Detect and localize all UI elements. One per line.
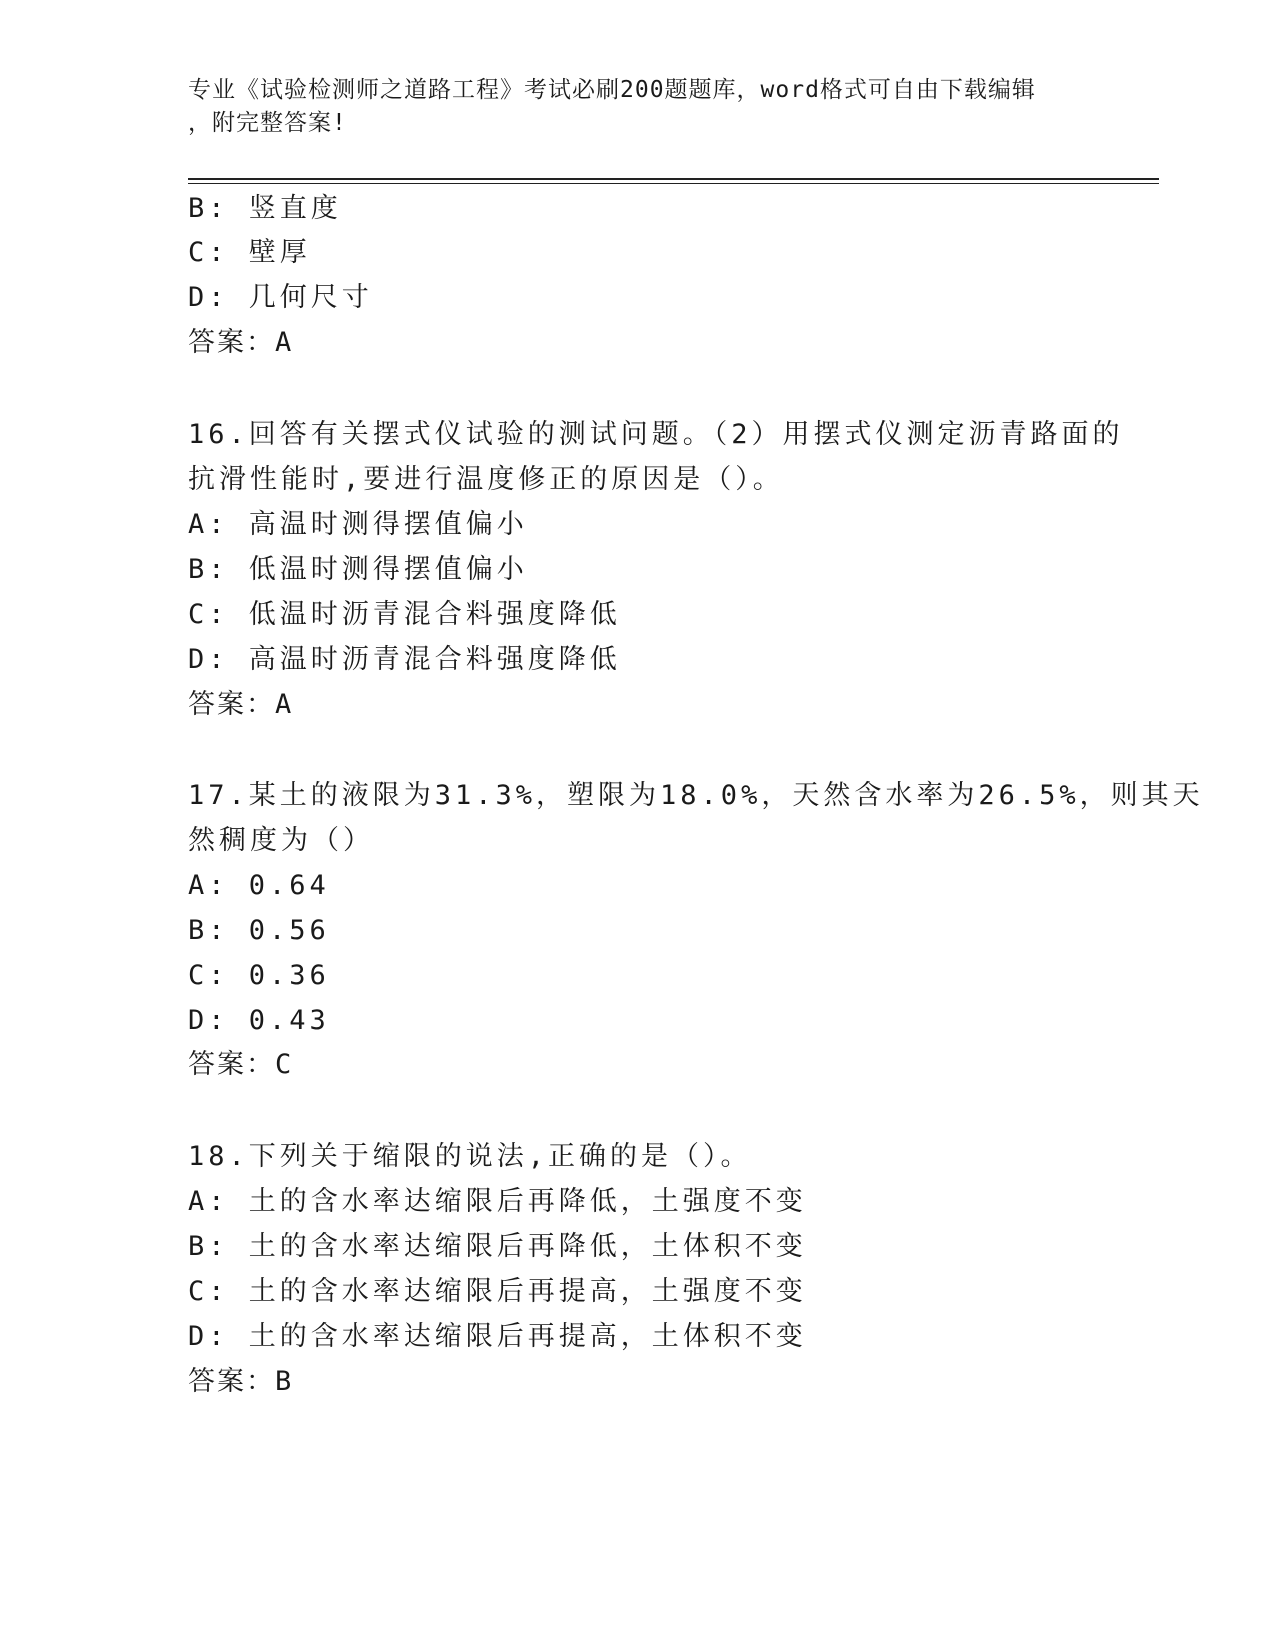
header-divider-thin [188,183,1159,184]
q18-option-c [188,1274,807,1310]
option-text: 低温时测得摆值偏小 [248,554,528,585]
option-label: D: [188,282,229,313]
option-label: C: [188,960,229,991]
q16-option-a [188,507,528,543]
option-text: 0.56 [248,915,330,946]
option-text: 高温时测得摆值偏小 [248,509,528,540]
q16-stem-line-1: 16.回答有关摆式仪试验的测试问题。（2）用摆式仪测定沥青路面的 [188,419,1124,450]
option-text: 0.64 [248,870,330,901]
option-text: 几何尺寸 [248,282,373,313]
q17-option-a [188,868,330,904]
option-text: 土的含水率达缩限后再降低，土体积不变 [248,1231,807,1262]
q17-option-d [188,1003,330,1039]
header-divider [188,178,1159,180]
option-label: B: [188,1231,229,1262]
option-label: D: [188,1321,229,1352]
prev-option-c [188,235,311,271]
option-label: C: [188,599,229,630]
q16-option-b [188,552,528,588]
q16-option-c [188,597,621,633]
option-text: 高温时沥青混合料强度降低 [248,644,621,675]
option-label: B: [188,193,229,224]
q17-answer: 答案：C [188,1049,294,1080]
option-label: A: [188,509,229,540]
document-header [188,74,1088,140]
q16-option-d [188,642,621,678]
q18-option-d [188,1319,807,1355]
option-text: 土的含水率达缩限后再提高，土强度不变 [248,1276,807,1307]
q18-answer: 答案：B [188,1366,294,1397]
option-label: D: [188,644,229,675]
option-text: 低温时沥青混合料强度降低 [248,599,621,630]
q16-stem-line-2: 抗滑性能时,要进行温度修正的原因是（）。 [188,464,784,495]
option-label: B: [188,915,229,946]
option-text: 0.43 [248,1005,330,1036]
q17-stem-line-2: 然稠度为（） [188,825,374,856]
q17-stem-line-1: 17.某土的液限为31.3%，塑限为18.0%，天然含水率为26.5%，则其天 [188,780,1204,811]
q18-option-a [188,1184,807,1220]
option-text: 0.36 [248,960,330,991]
option-label: A: [188,870,229,901]
q17-option-b [188,913,330,949]
option-text: 土的含水率达缩限后再提高，土体积不变 [248,1321,807,1352]
option-text: 竖直度 [248,193,342,224]
q16-answer: 答案：A [188,689,294,720]
prev-option-b [188,191,342,227]
q17-option-c [188,958,330,994]
prev-option-d [188,280,373,316]
q18-option-b [188,1229,807,1265]
prev-answer: 答案：A [188,327,294,358]
option-label: B: [188,554,229,585]
option-text: 土的含水率达缩限后再降低，土强度不变 [248,1186,807,1217]
option-label: D: [188,1005,229,1036]
option-label: C: [188,1276,229,1307]
header-line-1: 专业《试验检测师之道路工程》考试必刷200题题库，word格式可自由下载编辑 [188,77,1036,103]
header-line-2: ，附完整答案! [188,110,347,136]
option-text: 壁厚 [248,237,311,268]
option-label: C: [188,237,229,268]
option-label: A: [188,1186,229,1217]
q18-stem-line-1: 18.下列关于缩限的说法,正确的是（）。 [188,1141,752,1172]
